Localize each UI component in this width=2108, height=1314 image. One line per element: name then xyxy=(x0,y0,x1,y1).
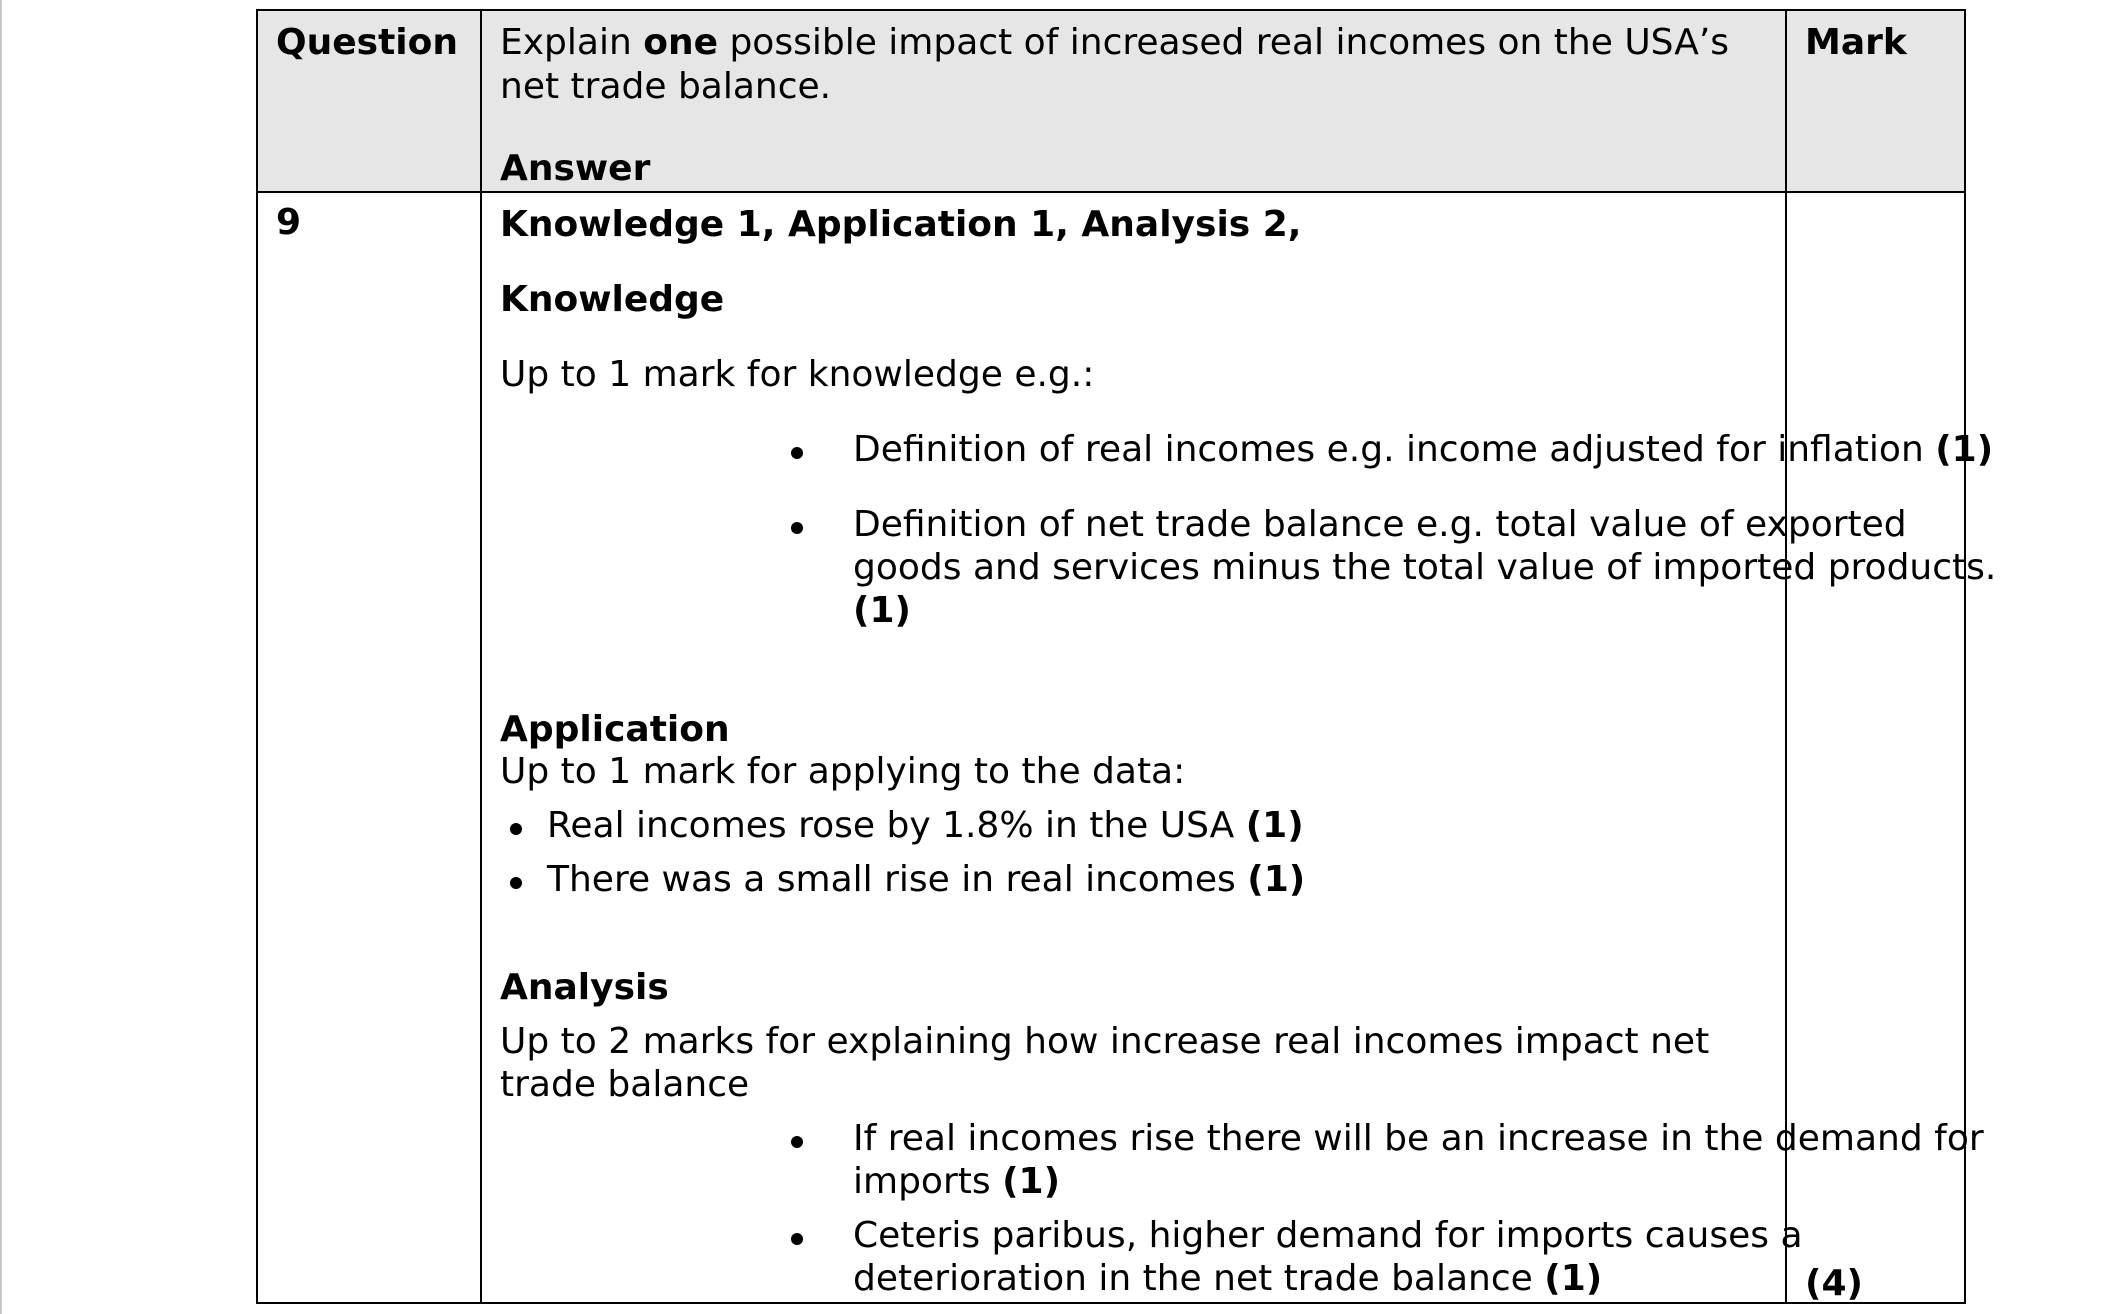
question-text-cell xyxy=(481,10,1786,192)
application-intro: Up to 1 mark for applying to the data: xyxy=(500,751,1186,792)
analysis-item-1-line2 xyxy=(853,1160,1060,1203)
analysis-item-2-line2 xyxy=(853,1257,1602,1300)
question-text xyxy=(500,21,1745,65)
bullet-icon xyxy=(510,823,522,835)
question-text-start: Explain xyxy=(500,22,644,63)
mark-scheme-table xyxy=(256,9,1997,1304)
analysis-heading: Analysis xyxy=(500,967,669,1008)
application-item-1 xyxy=(547,804,1304,847)
knowledge-item-2-line2: goods and services minus the total value of imported products. xyxy=(853,547,1997,588)
analysis-item-2-mark: (1) xyxy=(1544,1258,1603,1299)
answer-cell xyxy=(481,192,1997,1303)
knowledge-item-1-mark: (1) xyxy=(1935,429,1994,470)
analysis-item-1-line1: If real incomes rise there will be an increase in the demand for xyxy=(853,1118,1984,1159)
bullet-icon xyxy=(791,1136,803,1148)
question-text-rest: possible impact of increased real incomes on the USA’s xyxy=(718,22,1730,63)
question-column-label: Question xyxy=(276,22,458,63)
answer-label: Answer xyxy=(500,148,651,189)
application-item-1-text: Real incomes rose by 1.8% in the USA xyxy=(547,805,1246,846)
bullet-icon xyxy=(791,447,803,459)
question-number-cell xyxy=(257,192,481,1303)
analysis-intro-line2: trade balance xyxy=(500,1064,750,1105)
analysis-item-2-text: deterioration in the net trade balance xyxy=(853,1258,1545,1299)
application-item-1-mark: (1) xyxy=(1245,805,1304,846)
knowledge-item-2-mark: (1) xyxy=(853,590,911,631)
question-text-line2: net trade balance. xyxy=(500,66,832,107)
knowledge-heading: Knowledge xyxy=(500,279,725,320)
knowledge-item-1-text: Definition of real incomes e.g. income adjusted for inflation xyxy=(853,429,1936,470)
bullet-icon xyxy=(791,522,803,534)
application-heading: Application xyxy=(500,709,730,750)
answer-row xyxy=(257,192,1965,1303)
analysis-item-1-mark: (1) xyxy=(1002,1161,1061,1202)
bullet-icon xyxy=(791,1233,803,1245)
application-item-2 xyxy=(547,858,1305,901)
application-item-2-mark: (1) xyxy=(1247,859,1306,900)
knowledge-item-2-line1: Definition of net trade balance e.g. total value of exported xyxy=(853,504,1907,545)
bullet-icon xyxy=(510,877,522,889)
mark-header-cell xyxy=(1786,10,1965,192)
header-row xyxy=(257,10,1965,192)
marks-summary: Knowledge 1, Application 1, Analysis 2, xyxy=(500,204,1302,245)
question-number: 9 xyxy=(276,202,302,243)
application-item-2-text: There was a small rise in real incomes xyxy=(547,859,1248,900)
mark-cell xyxy=(1786,192,1965,1303)
page-left-edge xyxy=(0,0,2,1314)
analysis-item-1-text: imports xyxy=(853,1161,1003,1202)
question-text-emphasis: one xyxy=(643,22,719,63)
analysis-intro-line1: Up to 2 marks for explaining how increase real incomes impact net xyxy=(500,1021,1710,1062)
mark-column-label: Mark xyxy=(1805,22,1907,63)
question-header-cell xyxy=(257,10,481,192)
mark-total: (4) xyxy=(1805,1263,1863,1304)
analysis-item-2-line1: Ceteris paribus, higher demand for imports causes a xyxy=(853,1215,1803,1256)
knowledge-intro: Up to 1 mark for knowledge e.g.: xyxy=(500,354,1095,395)
